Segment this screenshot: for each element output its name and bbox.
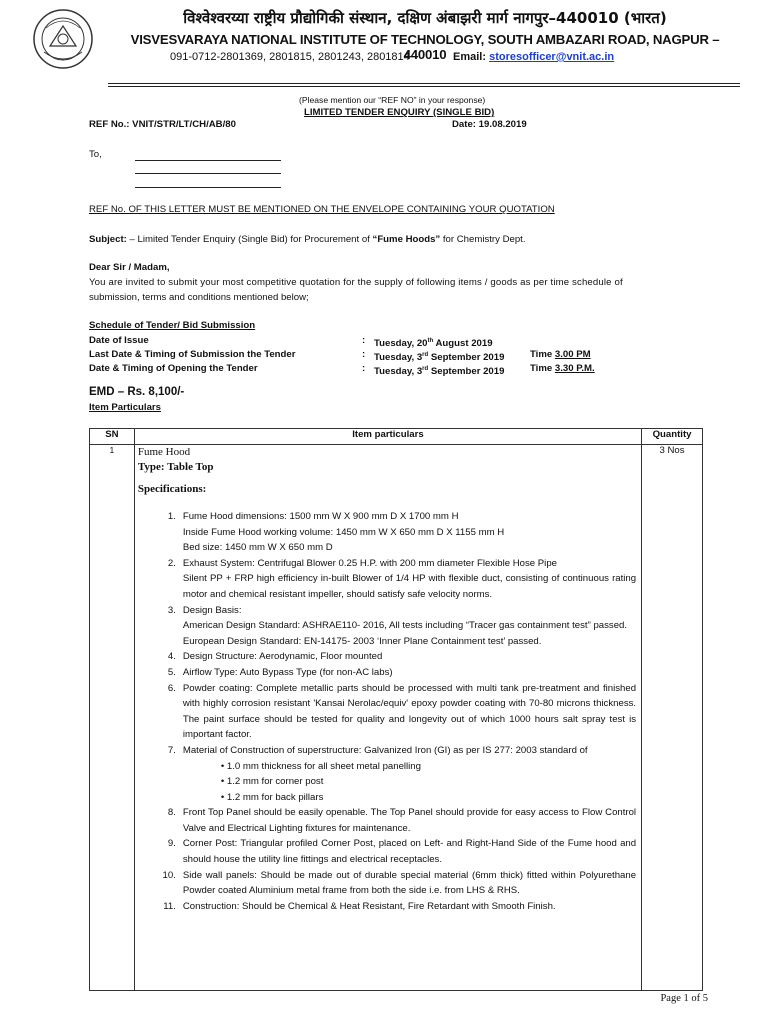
subject-label: Subject: xyxy=(89,234,127,245)
opening-time xyxy=(530,363,595,375)
schedule-label-submission: Last Date & Timing of Submission the Tender xyxy=(89,349,296,360)
header-sn: SN xyxy=(90,429,135,445)
tender-heading: LIMITED TENDER ENQUIRY (SINGLE BID) xyxy=(304,107,495,118)
bullet-text: 1.2 mm for corner post xyxy=(226,776,324,788)
spec-number: 4. xyxy=(167,651,176,663)
cell-item xyxy=(134,445,641,991)
to-label: To, xyxy=(89,149,102,160)
subject-item: “Fume Hoods” xyxy=(372,234,441,245)
bullet-text: 1.0 mm thickness for all sheet metal panelling xyxy=(226,760,421,772)
specs-heading: Specifications: xyxy=(137,483,207,495)
bullet-icon: • xyxy=(220,776,227,788)
bullet-icon: • xyxy=(220,791,227,803)
month-year: September 2019 xyxy=(428,366,505,378)
spec-line: Design Basis: xyxy=(182,604,242,616)
header-rule-thin xyxy=(108,86,740,87)
spec-number: 8. xyxy=(167,807,176,819)
spec-line: European Design Standard: EN-14175- 2003 ‘Inner Plane Containment test’ passed. xyxy=(182,635,542,647)
spec-item xyxy=(138,603,636,650)
item-particulars-heading: Item Particulars xyxy=(89,402,161,413)
spec-line: Construction: Should be Chemical & Heat Resistant, Fire Retardant with Smooth Finish. xyxy=(182,900,556,912)
hindi-title: विश्वेश्वरय्या राष्ट्रीय प्रौद्योगिकी संस्थान, दक्षिण अंबाझरी मार्ग नागपुर–440010 (भारत) xyxy=(183,9,667,27)
subject-text-end: for Chemistry Dept. xyxy=(440,234,526,245)
time-label: Time xyxy=(530,363,555,374)
spec-bullet xyxy=(183,790,636,806)
schedule-colon: : xyxy=(362,349,366,360)
cell-qty: 3 Nos xyxy=(642,445,703,991)
time-value: 3.30 P.M. xyxy=(554,363,595,374)
spec-number: 5. xyxy=(167,666,176,678)
email-label: Email: xyxy=(453,51,487,63)
spec-line: Material of Construction of superstructure: Galvanized Iron (GI) as per IS 277: 2003 standard of xyxy=(182,744,588,756)
spec-item xyxy=(138,868,636,899)
table-header-row xyxy=(90,429,703,445)
address-line xyxy=(135,173,281,174)
schedule-date-submission xyxy=(374,349,504,364)
spec-line: Airflow Type: Auto Bypass Type (for non-AC labs) xyxy=(182,666,393,678)
table-row xyxy=(90,445,703,991)
email-link[interactable]: storesofficer@vnit.ac.in xyxy=(489,51,615,63)
spec-line: Design Structure: Aerodynamic, Floor mounted xyxy=(182,651,383,663)
ref-number: REF No.: VNIT/STR/LT/CH/AB/80 xyxy=(89,119,236,130)
time-value: 3.00 PM xyxy=(554,349,591,360)
spec-line: Corner Post: Triangular profiled Corner Post, placed on Left- and Right-Hand Side of the Fume hood and should house the utility line fittings and electrical receptacles. xyxy=(182,838,637,866)
spec-item xyxy=(138,899,636,915)
spec-number: 1. xyxy=(167,511,176,522)
letterhead xyxy=(20,4,750,90)
phone-numbers: 091-0712-2801369, 2801815, 2801243, 2801814 xyxy=(170,51,410,63)
spec-item xyxy=(138,649,636,665)
schedule-date-opening xyxy=(374,363,504,378)
spec-bullet xyxy=(183,774,636,790)
bullet-text: 1.2 mm for back pillars xyxy=(226,791,324,803)
item-type: Type: Table Top xyxy=(137,461,214,473)
spec-item xyxy=(138,665,636,681)
header-qty: Quantity xyxy=(642,429,703,445)
salutation: Dear Sir / Madam, xyxy=(89,262,170,273)
spec-line: American Design Standard: ASHRAE110- 2016, All tests including “Tracer gas containment test” passed. xyxy=(182,620,628,632)
schedule-label-opening: Date & Timing of Opening the Tender xyxy=(89,363,258,374)
spec-item xyxy=(138,509,636,556)
time-label: Time xyxy=(530,349,555,360)
spec-line: Bed size: 1450 mm W X 650 mm D xyxy=(182,542,333,554)
ordinal: rd xyxy=(422,366,429,372)
day: Tuesday, 3 xyxy=(374,366,423,378)
subject-line xyxy=(89,234,526,246)
institute-emblem-icon xyxy=(32,8,94,70)
item-title: Fume Hood xyxy=(137,446,191,458)
day: Tuesday, 3 xyxy=(374,352,423,364)
address-line xyxy=(135,187,281,188)
month-year: August 2019 xyxy=(433,338,493,350)
spec-line: Fume Hood dimensions: 1500 mm W X 900 mm D X 1700 mm H xyxy=(182,511,459,522)
header-rule xyxy=(108,83,740,84)
institute-name: VISVESVARAYA NATIONAL INSTITUTE OF TECHNOLOGY, SOUTH AMBAZARI ROAD, NAGPUR – 440010 xyxy=(130,32,720,62)
spec-item xyxy=(138,805,636,836)
spec-line: Powder coating: Complete metallic parts should be processed with multi tank pre-treatment and finished with highly corrosion resistant 'Kansai Nerolac/equiv' epoxy powder coating with 70-80 microns thickness. The paint surface should be tested for quality and longevity out of which 1000 hours salt spray test is important factor. xyxy=(182,682,637,741)
emd-amount: EMD – Rs. 8,100/- xyxy=(89,386,185,398)
spec-number: 6. xyxy=(167,682,176,694)
items-table xyxy=(89,428,703,991)
schedule-colon: : xyxy=(362,335,366,346)
spec-number: 3. xyxy=(167,604,176,616)
header-item: Item particulars xyxy=(134,429,641,445)
intro-line-1: You are invited to submit your most competitive quotation for the supply of following items / goods as per time schedule of xyxy=(89,277,623,288)
spec-number: 7. xyxy=(167,744,176,756)
ref-notice: REF No. OF THIS LETTER MUST BE MENTIONED ON THE ENVELOPE CONTAINING YOUR QUOTATION xyxy=(89,204,555,215)
schedule-colon: : xyxy=(362,363,366,374)
address-line xyxy=(135,160,281,161)
subject-text: – Limited Tender Enquiry (Single Bid) for Procurement of xyxy=(126,234,373,245)
intro-line-2: submission, terms and conditions mentioned below; xyxy=(89,292,309,303)
bullet-icon: • xyxy=(220,760,227,772)
spec-bullet xyxy=(183,759,636,775)
email-block xyxy=(453,51,614,63)
spec-line: Inside Fume Hood working volume: 1450 mm W X 650 mm D X 1155 mm H xyxy=(182,526,505,538)
mention-note: (Please mention our “REF NO” in your response) xyxy=(299,95,486,105)
spec-number: 10. xyxy=(162,869,176,881)
ordinal: th xyxy=(427,338,434,344)
spec-line: Exhaust System: Centrifugal Blower 0.25 H.P. with 200 mm diameter Flexible Hose Pipe xyxy=(182,557,557,569)
page-number: Page 1 of 5 xyxy=(660,993,708,1004)
cell-sn: 1 xyxy=(90,445,135,991)
day: Tuesday, 20 xyxy=(374,338,428,350)
spec-item xyxy=(138,836,636,867)
ordinal: rd xyxy=(422,352,429,358)
month-year: September 2019 xyxy=(428,352,505,364)
specs-list xyxy=(138,509,636,914)
spec-item xyxy=(138,743,636,805)
spec-item xyxy=(138,556,636,603)
letter-date: Date: 19.08.2019 xyxy=(452,119,527,130)
spec-item xyxy=(138,681,636,743)
spec-number: 2. xyxy=(167,557,176,569)
spec-number: 9. xyxy=(167,838,176,850)
spec-number: 11. xyxy=(163,900,176,912)
submission-time xyxy=(530,349,591,361)
schedule-date-issue xyxy=(374,335,493,350)
spec-line: Front Top Panel should be easily openable. The Top Panel should provide for easy access to Flow Control Valve and Electrical Lighting fixtures for maintenance. xyxy=(182,807,637,834)
schedule-heading: Schedule of Tender/ Bid Submission xyxy=(89,320,256,331)
spec-line: Side wall panels: Should be made out of durable special material (6mm thick) fitted within Polyurethane Powder coated Aluminium metal frame from both the side i.e. from LHS & RHS. xyxy=(182,869,637,897)
spec-line: Silent PP + FRP high efficiency in-built Blower of 1/4 HP with flexible duct, consisting of continuous rating motor and chemical resistant impeller, should satisfy safe velocity norms. xyxy=(182,573,637,600)
schedule-label-issue: Date of Issue xyxy=(89,335,149,346)
